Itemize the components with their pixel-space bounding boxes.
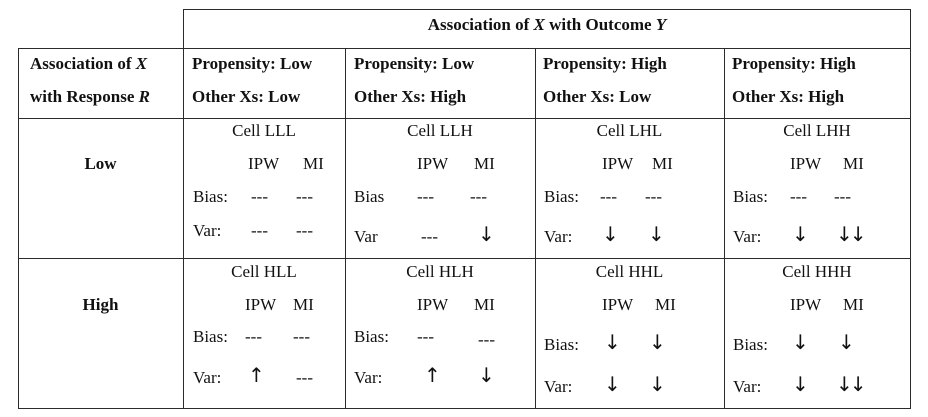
bias-label: Bias:	[544, 187, 579, 206]
cell-title: Cell HHL	[595, 262, 664, 281]
column-header-line1: Propensity: High	[732, 54, 856, 73]
bias-mi-value: ---	[478, 330, 495, 349]
var-label: Var:	[733, 227, 762, 246]
table-rule	[345, 48, 346, 409]
var-mi-value: ↓↓	[836, 372, 864, 396]
column-header-line2: Other Xs: High	[354, 87, 467, 106]
var-label: Var:	[354, 368, 383, 387]
mi-label: MI	[843, 154, 864, 173]
bias-ipw-value: ---	[790, 187, 807, 206]
cell-title: Cell LHL	[596, 121, 663, 140]
cell-title: Cell HLL	[231, 262, 297, 281]
column-header-line1: Propensity: Low	[192, 54, 313, 73]
var-mi-value: ↓↓	[836, 222, 864, 246]
bias-ipw-value: ↓	[792, 330, 809, 354]
var-mi-value: ---	[296, 368, 313, 387]
row-label-high: High	[82, 295, 119, 314]
column-header-line2: Other Xs: Low	[192, 87, 301, 106]
mi-label: MI	[655, 295, 676, 314]
response-header-var-r: R	[138, 87, 150, 106]
ipw-label: IPW	[602, 295, 634, 314]
var-ipw-value: ↑	[424, 363, 441, 387]
ipw-label: IPW	[790, 154, 822, 173]
table-rule	[18, 118, 911, 119]
cell-title: Cell HLH	[406, 262, 474, 281]
mi-label: MI	[843, 295, 864, 314]
cell-title: Cell LHH	[783, 121, 851, 140]
response-header-line2	[30, 87, 150, 107]
var-label: Var:	[193, 368, 222, 387]
column-header-line2: Other Xs: High	[732, 87, 845, 106]
var-mi-value: ↓	[648, 222, 665, 246]
column-header-line1: Propensity: High	[543, 54, 667, 73]
cell-title: Cell HHH	[782, 262, 852, 281]
bias-label: Bias:	[354, 327, 389, 346]
outcome-header-var-y: Y	[655, 15, 667, 34]
bias-label: Bias:	[193, 187, 228, 206]
bias-mi-value: ---	[645, 187, 662, 206]
table-border-left	[18, 48, 19, 409]
table-rule	[724, 48, 725, 409]
mi-label: MI	[474, 295, 495, 314]
mi-label: MI	[303, 154, 324, 173]
outcome-header-var-x: X	[533, 15, 545, 34]
var-ipw-value: ↓	[792, 222, 809, 246]
ipw-label: IPW	[790, 295, 822, 314]
var-ipw-value: ---	[421, 227, 438, 246]
table-rule	[535, 48, 536, 409]
ipw-label: IPW	[245, 295, 277, 314]
table-rule	[18, 48, 911, 49]
table-rule	[183, 9, 184, 409]
outcome-header-prefix: Association of	[427, 15, 534, 34]
var-ipw-value: ↑	[248, 363, 265, 387]
var-mi-value: ↓	[478, 363, 495, 387]
bias-label: Bias:	[733, 335, 768, 354]
table-border-right	[910, 9, 911, 409]
bias-label: Bias	[354, 187, 385, 206]
bias-mi-value: ---	[834, 187, 851, 206]
var-ipw-value: ---	[251, 221, 268, 240]
bias-label: Bias:	[733, 187, 768, 206]
cell-title: Cell LLH	[407, 121, 473, 140]
cell-title: Cell LLL	[232, 121, 296, 140]
var-ipw-value: ↓	[602, 222, 619, 246]
bias-ipw-value: ↓	[604, 330, 621, 354]
bias-mi-value: ↓	[838, 330, 855, 354]
var-mi-value: ---	[296, 221, 313, 240]
bias-ipw-value: ---	[245, 327, 262, 346]
var-ipw-value: ↓	[792, 372, 809, 396]
bias-label: Bias:	[193, 327, 228, 346]
var-ipw-value: ↓	[604, 372, 621, 396]
outcome-header-mid: with Outcome	[544, 15, 656, 34]
row-label-low: Low	[84, 154, 117, 173]
var-label: Var	[354, 227, 378, 246]
column-header-line2: Other Xs: Low	[543, 87, 652, 106]
var-label: Var:	[733, 377, 762, 396]
var-label: Var:	[193, 221, 222, 240]
bias-mi-value: ↓	[649, 330, 666, 354]
ipw-label: IPW	[248, 154, 280, 173]
ipw-label: IPW	[417, 154, 449, 173]
response-header-prefix: Association of	[30, 54, 136, 73]
var-mi-value: ↓	[478, 222, 495, 246]
mi-label: MI	[293, 295, 314, 314]
var-label: Var:	[544, 227, 573, 246]
bias-ipw-value: ---	[417, 327, 434, 346]
bias-ipw-value: ---	[251, 187, 268, 206]
bias-ipw-value: ---	[417, 187, 434, 206]
bias-mi-value: ---	[470, 187, 487, 206]
mi-label: MI	[652, 154, 673, 173]
response-header-line1	[30, 54, 147, 74]
bias-label: Bias:	[544, 335, 579, 354]
table-border-top	[183, 9, 911, 10]
mi-label: MI	[474, 154, 495, 173]
bias-ipw-value: ---	[600, 187, 617, 206]
bias-mi-value: ---	[293, 327, 310, 346]
var-label: Var:	[544, 377, 573, 396]
var-mi-value: ↓	[649, 372, 666, 396]
ipw-label: IPW	[417, 295, 449, 314]
column-header-line1: Propensity: Low	[354, 54, 475, 73]
ipw-label: IPW	[602, 154, 634, 173]
response-header-prefix2: with Response	[30, 87, 139, 106]
bias-mi-value: ---	[296, 187, 313, 206]
table-rule	[18, 258, 911, 259]
table-border-bottom	[18, 408, 911, 409]
response-header-var-x: X	[135, 54, 148, 73]
outcome-header	[183, 15, 911, 35]
